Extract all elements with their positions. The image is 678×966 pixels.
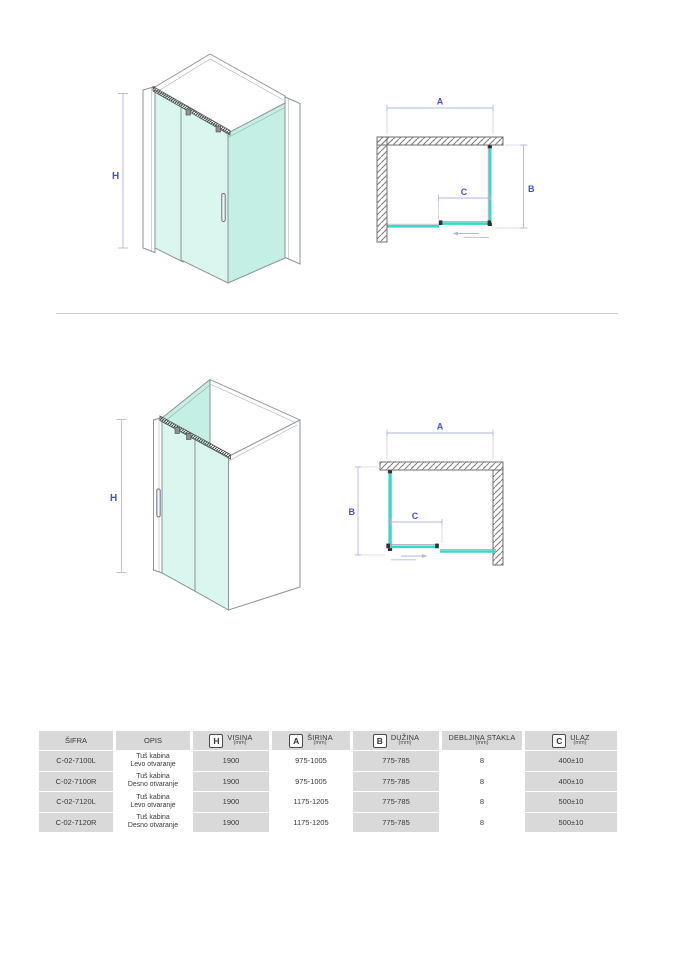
col-header-ulaz: C ULAZ (mm) <box>525 731 617 750</box>
header-row <box>39 731 617 750</box>
cell-ulaz: 400±10 <box>525 751 617 771</box>
side-glass-line <box>488 145 492 226</box>
cell-duzina: 775-785 <box>353 751 439 771</box>
fixed-front-glass-line <box>440 549 496 551</box>
cell-ulaz: 400±10 <box>525 772 617 792</box>
sliding-door-panels <box>155 90 228 283</box>
section-divider <box>56 313 618 314</box>
col-header-duzina: B DUŽINA (mm) <box>353 731 439 750</box>
cell-debljina: 8 <box>442 792 522 812</box>
dimension-c <box>439 187 492 220</box>
cell-opis: Tuš kabina Levo otvaranje <box>116 792 190 812</box>
height-dimension <box>112 94 128 249</box>
cell-visina: 1900 <box>193 813 269 833</box>
side-glass-line <box>388 470 392 551</box>
cell-sirina: 975-1005 <box>272 772 350 792</box>
iso-drawing-left-opening <box>105 50 335 300</box>
cell-opis: Tuš kabina Desno otvaranje <box>116 772 190 792</box>
spec-table <box>36 730 620 833</box>
dim-label-c: C <box>411 511 419 521</box>
cell-duzina: 775-785 <box>353 772 439 792</box>
wall-post-left <box>143 87 155 253</box>
cell-opis: Tuš kabina Levo otvaranje <box>116 751 190 771</box>
dimension-b <box>349 467 386 555</box>
dim-label-h: H <box>112 171 120 182</box>
cell-sifra: C-02-7100L <box>39 751 113 771</box>
door-roller <box>186 109 191 115</box>
cell-debljina: 8 <box>442 772 522 792</box>
cell-sirina: 975-1005 <box>272 751 350 771</box>
cell-opis: Tuš kabina Desno otvaranje <box>116 813 190 833</box>
col-header-sirina: A ŠIRINA (mm) <box>272 731 350 750</box>
col-header-sifra: ŠIFRA <box>39 731 113 750</box>
col-header-opis: OPIS <box>116 731 190 750</box>
slide-direction-arrow <box>391 554 428 560</box>
dim-label-b: B <box>528 184 535 194</box>
cell-visina: 1900 <box>193 772 269 792</box>
door-roller <box>187 434 192 440</box>
cell-sifra: C-02-7120R <box>39 813 113 833</box>
slide-direction-arrow <box>453 232 490 238</box>
dimension-a <box>387 422 493 460</box>
sliding-door-line <box>439 220 491 225</box>
cell-visina: 1900 <box>193 751 269 771</box>
door-handle <box>157 489 160 517</box>
door-handle <box>222 194 225 222</box>
dimension-a <box>387 97 493 135</box>
dim-label-a: A <box>436 421 444 432</box>
dim-letter-b: B <box>373 734 387 748</box>
dim-letter-a: A <box>289 734 303 748</box>
door-roller <box>175 428 180 434</box>
cell-sirina: 1175-1205 <box>272 792 350 812</box>
plan-view-right-opening <box>345 415 540 590</box>
wall-rim-lines <box>210 380 300 424</box>
col-header-debljina: DEBLJINA STAKLA (mm) <box>442 731 522 750</box>
wall-post-right <box>285 97 300 264</box>
dimension-c <box>391 511 443 543</box>
sliding-door-line <box>386 544 439 549</box>
dim-label-h: H <box>110 493 118 504</box>
cell-debljina: 8 <box>442 813 522 833</box>
dim-label-c: C <box>460 187 468 197</box>
dim-label-a: A <box>436 96 444 107</box>
cell-duzina: 775-785 <box>353 792 439 812</box>
side-wall-right <box>229 420 301 610</box>
dim-letter-c: C <box>552 734 566 748</box>
cell-ulaz: 500±10 <box>525 813 617 833</box>
cell-ulaz: 500±10 <box>525 792 617 812</box>
table-row <box>39 751 617 771</box>
cell-sifra: C-02-7100R <box>39 772 113 792</box>
cell-visina: 1900 <box>193 792 269 812</box>
wall-rim-lines <box>155 54 286 100</box>
table-row <box>39 772 617 792</box>
cell-sifra: C-02-7120L <box>39 792 113 812</box>
dim-letter-h: H <box>209 734 223 748</box>
table-row <box>39 792 617 812</box>
table-row <box>39 813 617 833</box>
dim-label-b: B <box>348 507 355 517</box>
cell-debljina: 8 <box>442 751 522 771</box>
cell-duzina: 775-785 <box>353 813 439 833</box>
dimension-b <box>495 145 535 228</box>
fixed-front-glass-line <box>388 224 440 226</box>
height-dimension <box>110 420 127 573</box>
col-header-visina: H VISINA (mm) <box>193 731 269 750</box>
side-glass-panel <box>228 103 285 283</box>
plan-view-left-opening <box>345 85 540 250</box>
cell-sirina: 1175-1205 <box>272 813 350 833</box>
iso-drawing-right-opening <box>98 368 333 633</box>
door-roller <box>216 126 221 132</box>
